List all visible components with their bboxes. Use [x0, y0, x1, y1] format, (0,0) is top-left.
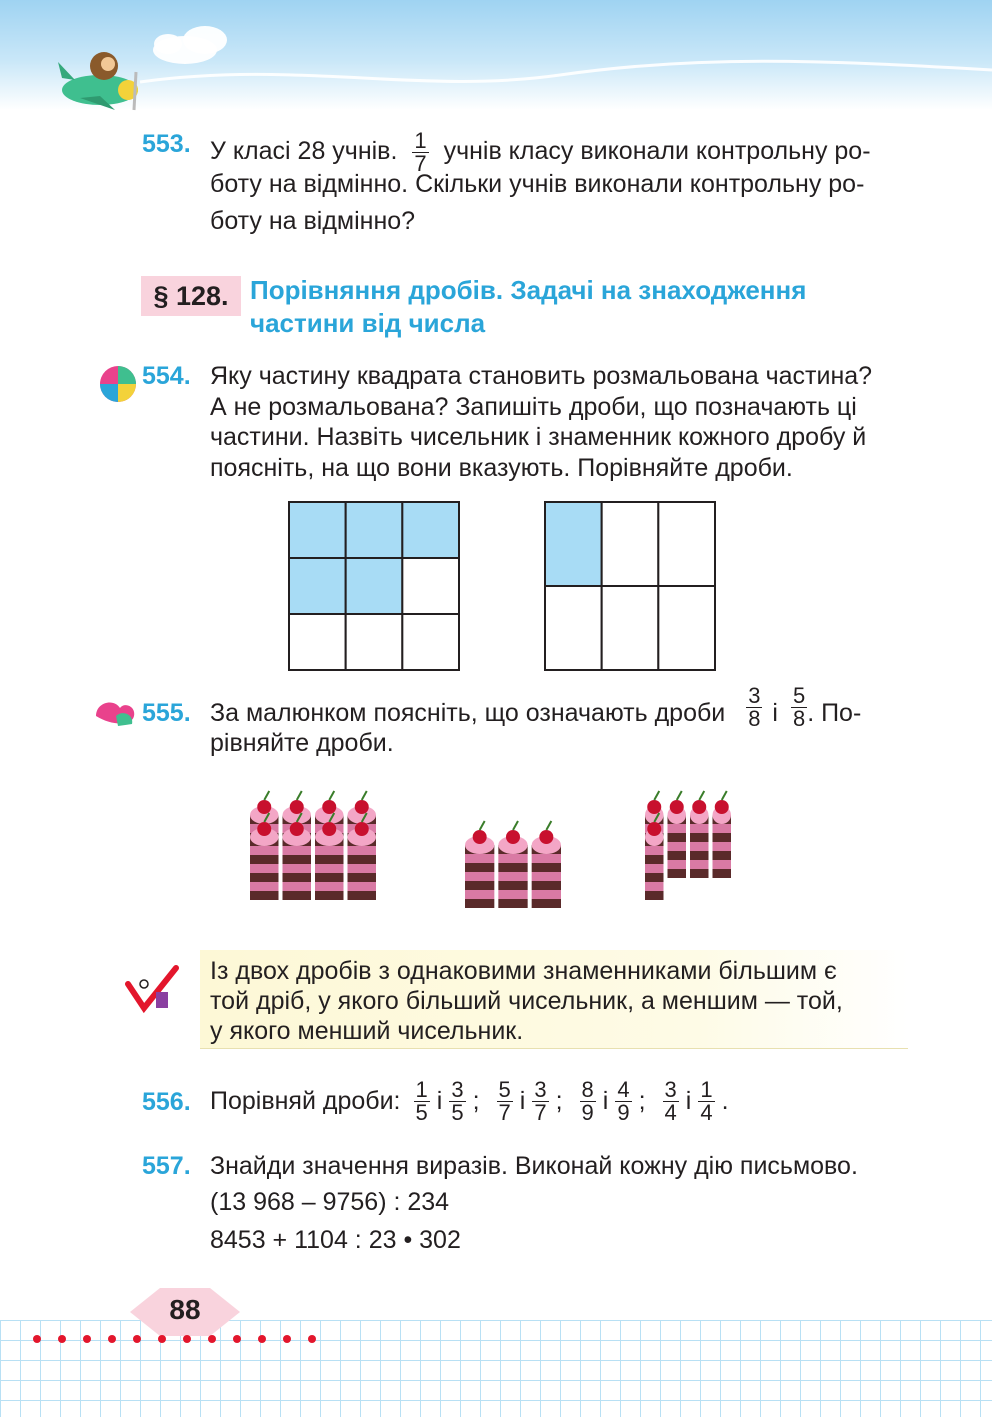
conjunction: і: [685, 1086, 692, 1115]
problem-553-line2: боту на відмінно. Скільки учнів виконали контрольну ро-: [210, 170, 865, 198]
fraction: $\frac{3}{5}$: [451, 1076, 464, 1125]
section-badge: § 128.: [141, 276, 241, 316]
checkmark-icon: [118, 964, 182, 1016]
decorative-dot: [33, 1335, 41, 1343]
problem-553-line3: боту на відмінно?: [210, 207, 416, 235]
fraction: $\frac{5}{8}$: [792, 683, 806, 731]
rule-line: Із двох дробів з однаковими знаменниками більшим є: [210, 957, 837, 985]
problem-555-line1: [210, 683, 862, 731]
problem-557-line1: Знайди значення виразів. Виконай кожну дію письмово.: [210, 1152, 858, 1180]
cake-slice: [668, 791, 687, 878]
fraction: $\frac{4}{9}$: [617, 1076, 630, 1125]
conjunction: і: [602, 1086, 609, 1115]
problem-553-text-b: учнів класу виконали контрольну ро-: [443, 137, 871, 166]
shaded-cell: [346, 558, 403, 614]
decorative-dot: [233, 1335, 241, 1343]
page-number: 88: [169, 1294, 201, 1325]
section-title-line2: частини від числа: [250, 308, 486, 338]
decorative-dot: [83, 1335, 91, 1343]
empty-cell: [658, 502, 715, 586]
empty-cell: [346, 614, 403, 670]
problem-553-number: 553.: [142, 130, 191, 158]
decorative-dot: [58, 1335, 66, 1343]
decorative-dot: [258, 1335, 266, 1343]
shaded-cell: [346, 502, 403, 558]
airplane-hedgehog-icon: [58, 52, 138, 110]
empty-cell: [402, 614, 459, 670]
cake-slice: [532, 821, 561, 908]
shaded-cell: [402, 502, 459, 558]
rule-line: у якого менший чисельник.: [210, 1017, 524, 1045]
decorative-dot: [108, 1335, 116, 1343]
empty-cell: [602, 502, 659, 586]
problem-555-text-b: . По-: [807, 699, 862, 728]
problem-556-line: [210, 1076, 743, 1126]
decorative-dot: [158, 1335, 166, 1343]
problem-556-number: 556.: [142, 1088, 191, 1116]
fraction: $\frac{3}{4}$: [664, 1076, 677, 1125]
problem-557-expr1: (13 968 – 9756) : 234: [210, 1188, 450, 1216]
cake-slice: [465, 821, 494, 908]
problem-553-line1: [210, 130, 871, 175]
decorative-dot: [133, 1335, 141, 1343]
problem-554-line: Яку частину квадрата становить розмальована частина?: [210, 362, 873, 390]
puzzle-pieces-icon: [92, 696, 140, 730]
dot-row: [30, 1332, 330, 1346]
decorative-dot: [208, 1335, 216, 1343]
empty-cell: [658, 586, 715, 670]
fraction: $\frac{1}{5}$: [415, 1076, 428, 1125]
empty-cell: [545, 586, 602, 670]
problem-556-prefix: Порівняй дроби:: [210, 1086, 401, 1115]
fraction: $\frac{1}{7}$: [414, 128, 427, 176]
problem-555-number: 555.: [142, 699, 191, 727]
conjunction: і: [436, 1086, 443, 1115]
cakes-illustration: [230, 775, 760, 940]
decorative-dot: [283, 1335, 291, 1343]
empty-cell: [602, 586, 659, 670]
conjunction: і: [519, 1086, 526, 1115]
cake-slice: [713, 791, 732, 878]
fraction: $\frac{5}{7}$: [498, 1076, 511, 1125]
conjunction: і: [772, 699, 778, 728]
rule-line: той дріб, у якого більший чисельник, а меншим — той,: [210, 987, 843, 1015]
cake-slice: [690, 791, 709, 878]
puzzle-icon: [96, 362, 140, 406]
fraction-pairs: [411, 1076, 743, 1125]
cloud-icon: [153, 26, 227, 64]
problem-555-line2: рівняйте дроби.: [210, 729, 394, 757]
header-decoration: [0, 0, 992, 130]
decorative-dot: [183, 1335, 191, 1343]
wind-line: [140, 61, 992, 82]
cake-slice: [498, 821, 527, 908]
problem-554-line: частини. Назвіть чисельник і знаменник кожного дробу й: [210, 423, 867, 451]
section-title: [250, 274, 930, 340]
problem-554-line: А не розмальована? Запишіть дроби, що позначають ці: [210, 393, 857, 421]
shaded-cell: [545, 502, 602, 586]
separator: .: [721, 1086, 729, 1115]
square-right-grid: [543, 500, 717, 672]
empty-cell: [402, 558, 459, 614]
square-left-grid: [287, 500, 461, 672]
problem-557-number: 557.: [142, 1152, 191, 1180]
fraction: $\frac{8}{9}$: [581, 1076, 594, 1125]
fraction: $\frac{3}{8}$: [748, 683, 761, 731]
problem-557-expr2: 8453 + 1104 : 23 • 302: [210, 1226, 461, 1254]
decorative-dot: [308, 1335, 316, 1343]
separator: ;: [555, 1086, 563, 1115]
shaded-cell: [289, 502, 346, 558]
problem-555-text-a: За малюнком поясніть, що означають дроби: [210, 699, 726, 728]
empty-cell: [289, 614, 346, 670]
section-title-line1: Порівняння дробів. Задачі на знаходження: [250, 275, 807, 305]
shaded-cell: [289, 558, 346, 614]
problem-554-number: 554.: [142, 362, 191, 390]
separator: ;: [472, 1086, 480, 1115]
problem-553-text-a: У класі 28 учнів.: [210, 137, 398, 166]
problem-554-line: поясніть, на що вони вказують. Порівняйте дроби.: [210, 454, 793, 482]
fraction: $\frac{1}{4}$: [700, 1076, 713, 1125]
fraction: $\frac{3}{7}$: [534, 1076, 547, 1125]
separator: ;: [638, 1086, 646, 1115]
